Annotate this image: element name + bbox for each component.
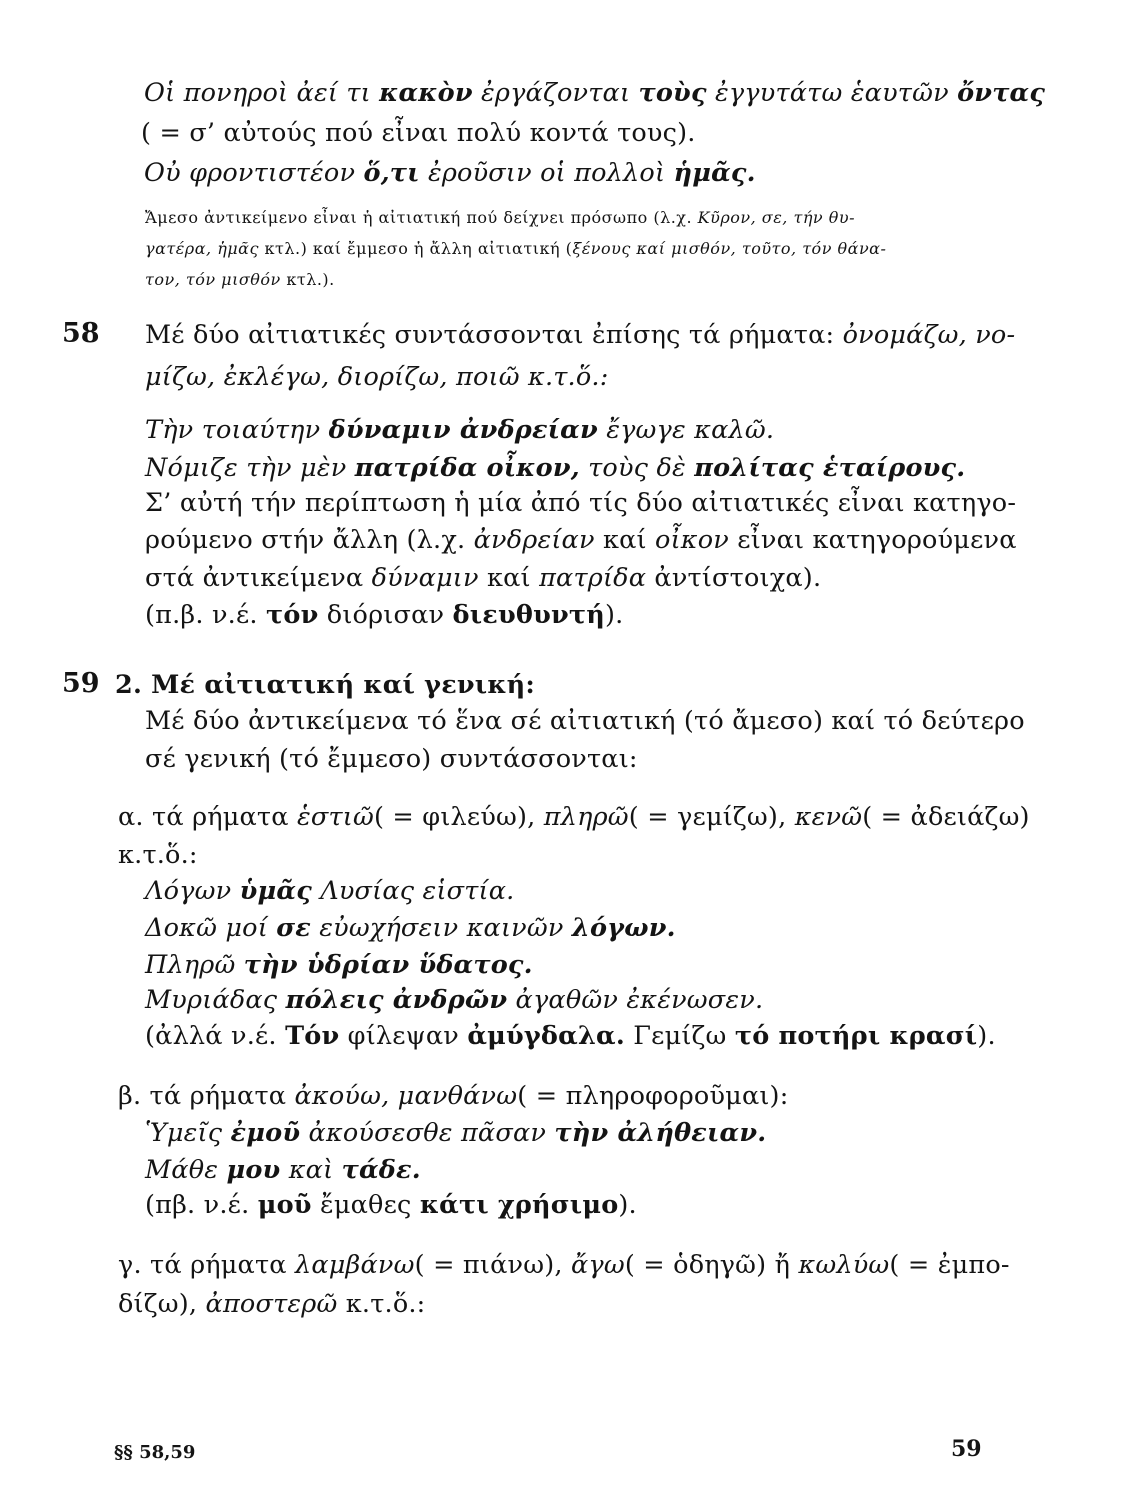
body-line: στά ἀντικείμενα δύναμιν καί πατρίδα ἀντίστοιχα). [145,563,822,593]
gloss-line: ( = σ’ αὐτούς πού εἶναι πολύ κοντά τους). [141,118,696,148]
note-line: τον, τόν μισθόν κτλ.). [145,270,335,289]
example-line: Οἱ πονηροὶ ἀεί τι κακὸν ἐργάζονται τοὺς ἐγγυτάτω ἑαυτῶν ὄντας [144,78,1046,108]
body-line: β. τά ρήματα ἀκούω, μανθάνω( = πληροφοροῦμαι): [118,1081,789,1111]
body-line: Σ’ αὐτή τήν περίπτωση ἡ μία ἀπό τίς δύο αἰτιατικές εἶναι κατηγο- [145,488,1017,518]
example-line: Πληρῶ τὴν ὑδρίαν ὕδατος. [145,950,533,980]
example-line: Οὐ φροντιστέον ὅ,τι ἐροῦσιν οἱ πολλοὶ ἡμᾶς. [144,158,756,188]
section-number-59: 59 [62,668,100,699]
body-line: (ἀλλά ν.έ. Τόν φίλεψαν ἀμύγδαλα. Γεμίζω τό ποτήρι κρασί). [145,1021,996,1051]
note-line: Ἄμεσο ἀντικείμενο εἶναι ἡ αἰτιατική πού δείχνει πρόσωπο (λ.χ. Κῦρον, σε, τήν θυ- [145,208,855,227]
body-line: Μέ δύο αἰτιατικές συντάσσονται ἐπίσης τά ρήματα: ὀνομάζω, νο- [145,320,1016,350]
body-line: σέ γενική (τό ἔμμεσο) συντάσσονται: [145,744,638,774]
body-line: (πβ. ν.έ. μοῦ ἔμαθες κάτι χρήσιμο). [145,1190,637,1220]
body-line: γ. τά ρήματα λαμβάνω( = πιάνω), ἄγω( = ὁδηγῶ) ἤ κωλύω( = ἐμπο- [118,1250,1010,1280]
body-line: δίζω), ἀποστερῶ κ.τ.ὅ.: [118,1289,426,1319]
example-line: Τὴν τοιαύτην δύναμιν ἀνδρείαν ἔγωγε καλῶ. [145,415,775,445]
body-line: ρούμενο στήν ἄλλη (λ.χ. ἀνδρείαν καί οἶκον εἶναι κατηγορούμενα [145,525,1017,555]
example-line: Μάθε μου καὶ τάδε. [145,1155,421,1185]
footer-section-ref: §§ 58,59 [114,1442,196,1463]
body-line: (π.β. ν.έ. τόν διόρισαν διευθυντή). [145,600,624,630]
page-number: 59 [951,1436,982,1462]
section-number-58: 58 [62,318,100,349]
section-heading: 2. Μέ αἰτιατική καί γενική: [115,670,536,700]
example-line: Νόμιζε τὴν μὲν πατρίδα οἶκον, τοὺς δὲ πολίτας ἑταίρους. [145,453,966,483]
body-line: μίζω, ἐκλέγω, διορίζω, ποιῶ κ.τ.ὅ.: [145,362,609,392]
body-line: κ.τ.ὅ.: [118,840,198,870]
example-line: Ὑμεῖς ἐμοῦ ἀκούσεσθε πᾶσαν τὴν ἀλήθειαν. [145,1118,767,1148]
note-line: γατέρα, ἡμᾶς κτλ.) καί ἔμμεσο ἡ ἄλλη αἰτιατική (ξένους καί μισθόν, τοῦτο, τόν θάνα- [145,239,887,258]
body-line: α. τά ρήματα ἑστιῶ( = φιλεύω), πληρῶ( = γεμίζω), κενῶ( = ἀδειάζω) [118,802,1030,832]
example-line: Μυριάδας πόλεις ἀνδρῶν ἀγαθῶν ἐκένωσεν. [145,985,764,1015]
example-line: Δοκῶ μοί σε εὐωχήσειν καινῶν λόγων. [145,913,676,943]
body-line: Μέ δύο ἀντικείμενα τό ἕνα σέ αἰτιατική (τό ἄμεσο) καί τό δεύτερο [145,706,1025,736]
example-line: Λόγων ὑμᾶς Λυσίας εἱστία. [145,876,515,906]
